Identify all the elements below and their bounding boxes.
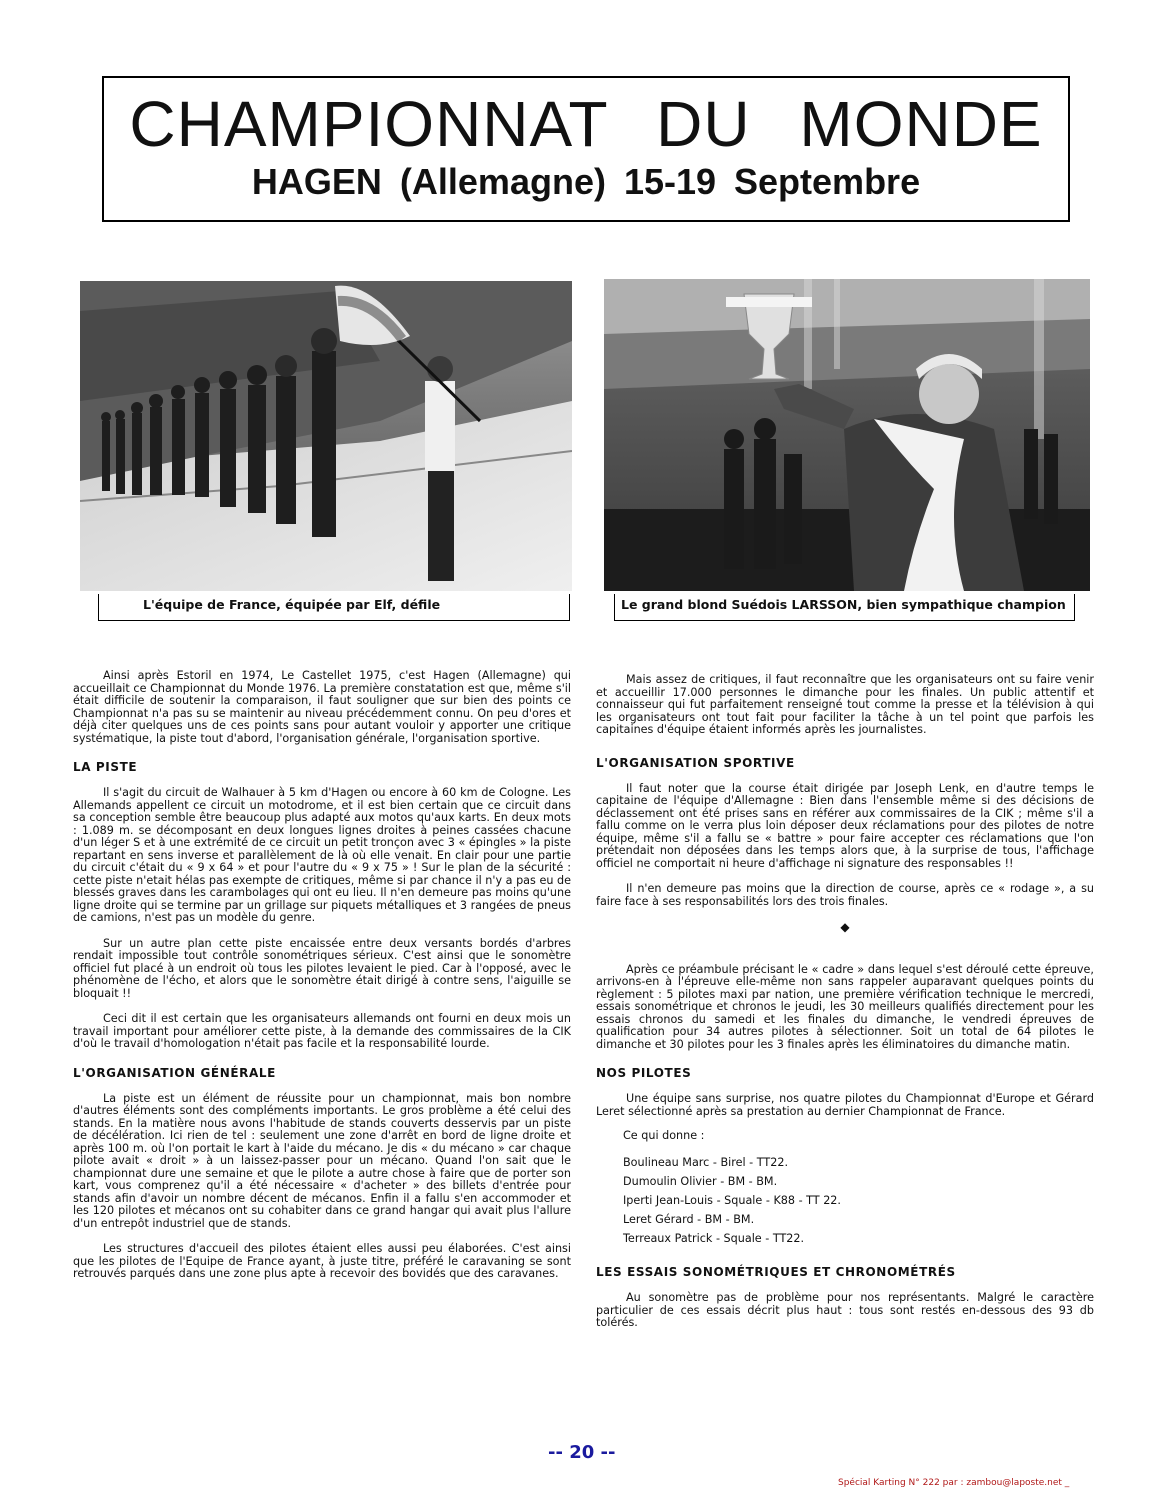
larsson-trophy-photo <box>604 279 1090 591</box>
organisation-generale-paragraph-1: La piste est un élément de réussite pour un championnat, mais bon nombre d'autres éléments sont des compléments importants. Le gros problème a été celui des stands. En la matière nous avons l'habitude de stands couverts desservis par un piste de décélération. Ici rien de tel : seulement une zone d'arrêt en bord de ligne droite et après 100 m. où l'on portait le kart à l'aide du mécano. Je dis « du mécano » car chaque pilote avait « droit » à un laissez-passer pour un mécano. Quand l'on sait que le championnat dure une semaine et que le pilote a autre chose à faire que de porter son kart, vous comprenez qu'il a été nécessaire « d'acheter » des billets d'entrée pour stands afin d'avoir un nombre décent de mécanos. Enfin il a fallu s'en accommoder et les 120 pilotes et mécanos ont su cohabiter dans ce grand hangar qui avait plus l'allure d'un entrepôt industriel que de stands. <box>73 1091 571 1230</box>
piste-paragraph-1: Il s'agit du circuit de Walhauer à 5 km d'Hagen ou encore à 60 km de Cologne. Les Allemands appellent ce circuit un motodrome, et il est bien certain que ce circuit dans sa conception semble être beaucoup plus adapté aux motos qu'aux karts. En deux mots : 1.089 m. se décomposant en deux longues lignes droites à peines cassées chacune d'un léger S et à une extrémité de ce circuit un petit tronçon avec 3 « épingles » la piste repartant en sens inverse et parallèlement de là où elle venait. En clair pour une partie du circuit c'était du « 9 x 64 » et pour l'autre du « 9 x 75 » ! Sur le plan de la sécurité : cette piste n'etait hélas pas exempte de critiques, même si par chance il n'y a pas eu de blessés graves dans les carambolages qui ont eu lieu. Il n'en demeure pas moins qu'une ligne droite qui se termine par un grillage sur piquets métalliques et 3 rangées de pneus de camions, n'est pas un modèle du genre. <box>73 786 571 924</box>
pilotes-paragraph: Une équipe sans surprise, nos quatre pilotes du Championnat d'Europe et Gérard Leret sélectionné après sa prestation au dernier Championnat de France. <box>596 1092 1094 1118</box>
ce-qui-donne-label: Ce qui donne : <box>623 1129 705 1142</box>
intro-paragraph: Ainsi après Estoril en 1974, Le Castellet 1975, c'est Hagen (Allemagne) qui accueillait ce Championnat du Monde 1976. La première constatation est que, même s'il était difficile de soutenir la comparaison, il faut souligner que sur bien des points ce Championnat n'a pas su se maintenir au niveau précédemment connu. On peu d'ores et déjà citer quelques uns de ces points sans pour autant vouloir y apporter une critique systématique, la piste tout d'abord, l'organisation générale, l'organisation sportive. <box>73 669 571 745</box>
title-box <box>102 76 1070 222</box>
list-item: Terreaux Patrick - Squale - TT22. <box>623 1232 805 1245</box>
right-photo-caption: Le grand blond Suédois LARSSON, bien sympathique champion <box>614 594 1075 621</box>
page-subtitle: HAGEN (Allemagne) 15-19 Septembre <box>251 161 921 202</box>
organisation-sportive-paragraph-1: Il faut noter que la course était dirigée par Joseph Lenk, en d'autre temps le capitaine de l'équipe d'Allemagne : Bien dans l'ensemble même si des décisions de déclassement ont été prises sans en référer aux commissaires de la CIK ; même s'il a fallu comme on le verra plus loin déposer deux réclamations pour des pilotes de notre équipe, même s'il a fallu se « battre » pour faire accepter ces réclamations que l'on prétendait non déposées dans les temps alors que, à la surprise de tous, l'affichage officiel ne comportait ni heure d'affichage ni signature des responsables !! <box>596 781 1094 870</box>
organisation-generale-paragraph-2: Les structures d'accueil des pilotes étaient elles aussi peu élaborées. C'est ainsi que les pilotes de l'Equipe de France ayant, à juste titre, préféré le caravaning se sont retrouvés parqués dans une zone plus apte à recevoir des bovidés que des caravanes. <box>73 1242 571 1280</box>
right-column <box>596 674 1094 1343</box>
list-item: Iperti Jean-Louis - Squale - K88 - TT 22. <box>623 1194 841 1207</box>
footer-credit: Spécial Karting N° 222 par : zambou@laposte.net _ <box>838 1478 1070 1488</box>
section-title-organisation-generale: L'ORGANISATION GÉNÉRALE <box>73 1065 276 1080</box>
left-photo-caption: L'équipe de France, équipée par Elf, défile <box>98 594 570 621</box>
piste-paragraph-3: Ceci dit il est certain que les organisateurs allemands ont fourni en deux mois un travail important pour améliorer cette piste, à la demande des commissaires de la CIK d'où le travail d'homologation n'était pas facile et la responsabilité lourde. <box>73 1012 571 1050</box>
reglement-paragraph: Après ce préambule précisant le « cadre » dans lequel s'est déroulé cette épreuve, arrivons-en à l'épreuve elle-même non sans rappeler auparavant quelques points du règlement : 5 pilotes maxi par nation, une première vérification technique le mercredi, essais sonométrique et chronos le jeudi, les 30 meilleurs qualifiés directement pour les essais chronos du samedi et les finales du dimanche, le vendredi épreuves de qualification pour 34 autres pilotes à sélectionner. Soit un total de 64 pilotes le dimanche et 30 pilotes pour les 3 finales après les éliminatoires du dimanche matin. <box>596 962 1094 1051</box>
essais-paragraph: Au sonomètre pas de problème pour nos représentants. Malgré le caractère particulier de ces essais décrit plus haut : tous sont restés en-dessous des 93 db tolérés. <box>596 1291 1094 1329</box>
page-number: -- 20 -- <box>548 1442 616 1463</box>
section-title-organisation-sportive: L'ORGANISATION SPORTIVE <box>596 755 795 770</box>
right-intro-paragraph: Mais assez de critiques, il faut reconnaître que les organisateurs ont su faire venir et accueillir 17.000 personnes le dimanche pour les finales. Un public attentif et connaisseur qui fut parfaitement renseigné tout comme la presse et la télévision à qui les organisateurs ont tout fait pour faciliter la tâche à un tel point que parfois les capitaines d'équipe étaient informés après les journalistes. <box>596 673 1094 736</box>
section-title-essais: LES ESSAIS SONOMÉTRIQUES ET CHRONOMÉTRÉS <box>596 1265 956 1279</box>
piste-paragraph-2: Sur un autre plan cette piste encaissée entre deux versants bordés d'arbres rendait impossible tout contrôle sonométriques sérieux. C'est ainsi que le sonomètre officiel fut placé à un endroit où tous les pilotes levaient le pied. Car à l'opposé, avec le phénomène de l'écho, et alors que le sonomètre était dirigé à contre sens, l'aiguille se bloquait !! <box>73 936 571 1000</box>
section-title-nos-pilotes: NOS PILOTES <box>596 1066 692 1080</box>
list-item: Leret Gérard - BM - BM. <box>623 1213 755 1226</box>
driver-list <box>623 1126 1094 1248</box>
section-separator: ◆ <box>840 920 850 934</box>
page-title: CHAMPIONNAT DU MONDE <box>129 88 1043 160</box>
organisation-sportive-paragraph-2: Il n'en demeure pas moins que la direction de course, après ce « rodage », a su faire face à ses responsabilités lors des trois finales. <box>596 882 1094 908</box>
team-parade-photo <box>80 281 572 591</box>
left-column <box>73 670 571 1294</box>
list-item: Dumoulin Olivier - BM - BM. <box>623 1175 778 1188</box>
list-item: Boulineau Marc - Birel - TT22. <box>623 1156 789 1169</box>
section-title-piste: LA PISTE <box>73 760 138 774</box>
